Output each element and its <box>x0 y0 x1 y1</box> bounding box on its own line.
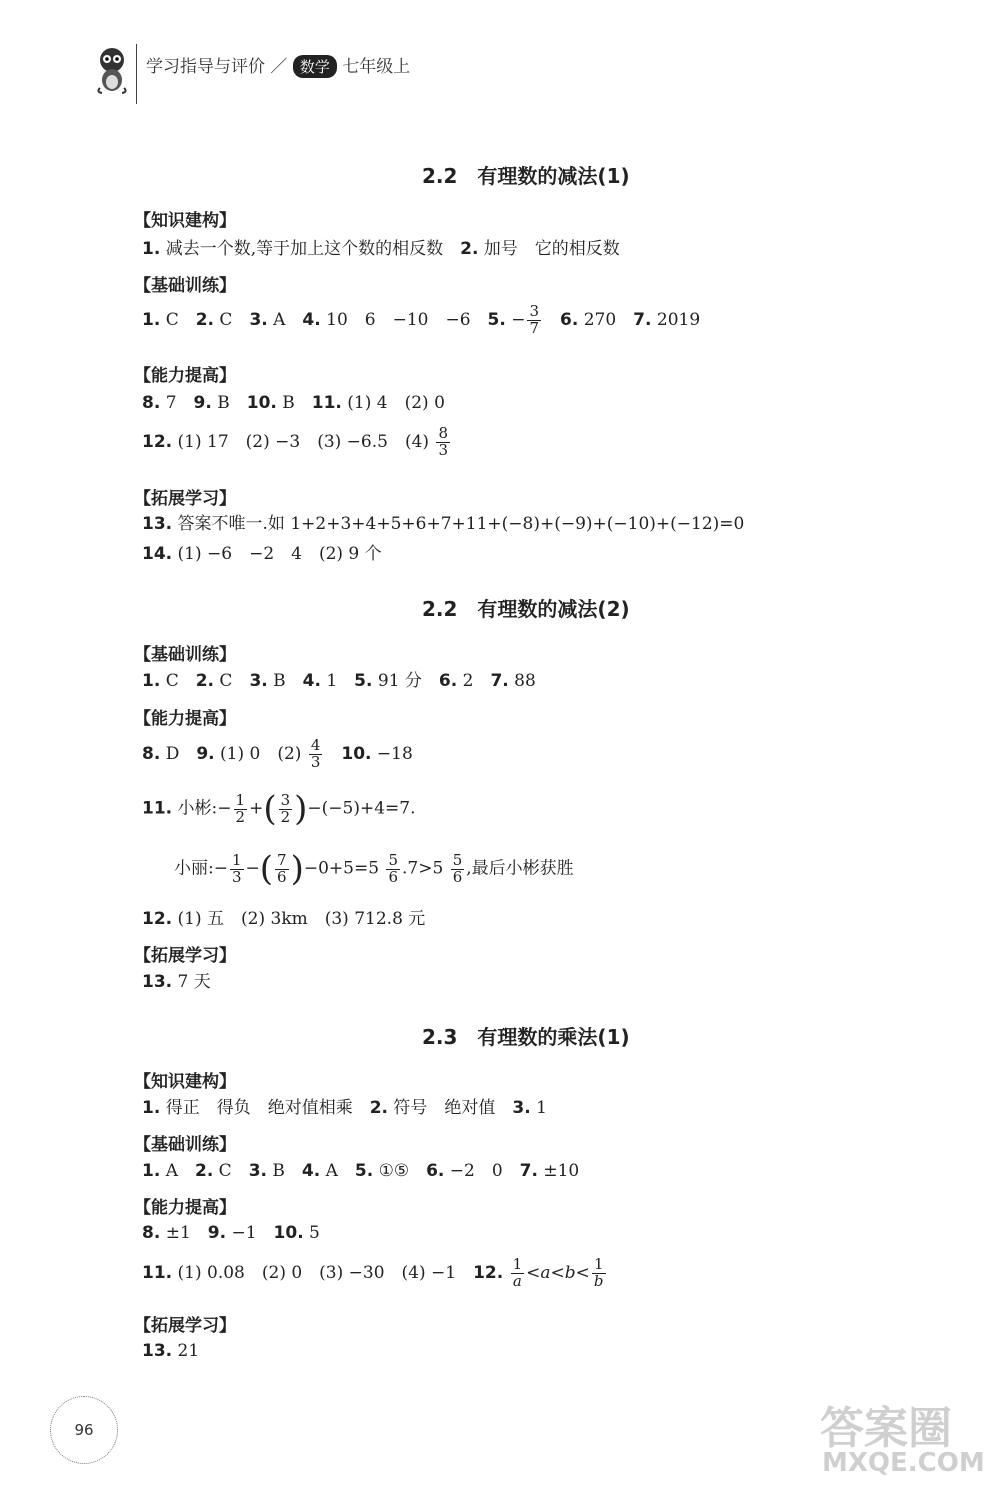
subheading-jichu: 【基础训练】 <box>134 645 236 665</box>
fraction: $\frac{3}{7}$ <box>529 302 540 337</box>
fraction: $\frac{7}{6}$ <box>277 850 287 886</box>
answer-line: 12. (1) 17 (2) −3 (3) −6.5 (4) $\frac{8}{3}$ <box>142 424 448 459</box>
answer-line: 12. (1) 五 (2) 3km (3) 712.8 元 <box>142 909 426 929</box>
fraction: $\frac{3}{2}$ <box>280 790 291 826</box>
subheading-zhishi: 【知识建构】 <box>134 211 236 231</box>
fraction: $\frac{8}{3}$ <box>438 424 448 459</box>
section-title-2-2-1: 2.2 有理数的减法(1) <box>422 164 630 188</box>
fraction: $\frac{5}{6}$ <box>452 850 463 886</box>
subheading-nengli: 【能力提高】 <box>134 1198 236 1218</box>
answer-line: 1. C 2. C 3. B 4. 1 5. 91 分 6. 2 7. 88 <box>142 671 536 691</box>
book-title: 学习指导与评价 <box>146 57 265 77</box>
header-divider <box>136 44 137 104</box>
answer-line: 1. 减去一个数,等于加上这个数的相反数 2. 加号 它的相反数 <box>142 239 620 259</box>
answer-line: 14. (1) −6 −2 4 (2) 9 个 <box>142 544 382 564</box>
subheading-tuozhan: 【拓展学习】 <box>134 946 236 966</box>
answer-line: 8. D 9. (1) 0 (2) $\frac{4}{3}$ 10. −18 <box>142 736 413 771</box>
subject-badge: 数学 <box>293 55 337 78</box>
header-title <box>146 52 410 78</box>
answer-line: 8. 7 9. B 10. B 11. (1) 4 (2) 0 <box>142 393 445 413</box>
subheading-jichu: 【基础训练】 <box>134 1135 236 1155</box>
fraction: $\frac{1}{a}$ <box>512 1255 523 1290</box>
subheading-jichu: 【基础训练】 <box>134 276 236 296</box>
answer-line: 1. A 2. C 3. B 4. A 5. ①⑤ 6. −2 0 7. ±10 <box>142 1161 580 1181</box>
fraction: $\frac{1}{b}$ <box>593 1255 604 1290</box>
fraction: $\frac{1}{2}$ <box>235 790 246 826</box>
page-number: 96 <box>50 1396 118 1464</box>
watermark-brand: 答案圈 <box>820 1403 952 1454</box>
watermark-url: MXQE.COM <box>822 1448 985 1478</box>
fraction: $\frac{1}{3}$ <box>231 850 242 886</box>
answer-line: 1. 得正 得负 绝对值相乘 2. 符号 绝对值 3. 1 <box>142 1098 547 1118</box>
section-title-2-2-2: 2.2 有理数的减法(2) <box>422 597 630 621</box>
answer-line: 小丽:− $\frac{1}{3}$ −( $\frac{7}{6}$ )−0+5=5 $\frac{5}{6}$ .7>5 $\frac{5}{6}$ ,最后小彬获胜 <box>174 849 574 889</box>
subheading-tuozhan: 【拓展学习】 <box>134 489 236 509</box>
fraction: $\frac{5}{6}$ <box>388 850 398 886</box>
answer-line: 11. (1) 0.08 (2) 0 (3) −30 (4) −1 12. $\frac{1}{a}$ <a<b< $\frac{1}{b}$ <box>142 1255 604 1290</box>
section-title-2-3-1: 2.3 有理数的乘法(1) <box>422 1025 630 1049</box>
subheading-tuozhan: 【拓展学习】 <box>134 1316 236 1336</box>
answer-line: 13. 7 天 <box>142 972 211 992</box>
header-slash: ／ <box>270 57 288 77</box>
answer-line: 1. C 2. C 3. A 4. 10 6 −10 −6 5. − $\frac{3}{7}$ 6. 270 7. 2019 <box>142 302 701 337</box>
answer-line: 8. ±1 9. −1 10. 5 <box>142 1223 320 1243</box>
answer-line: 13. 21 <box>142 1341 200 1361</box>
mascot-logo <box>92 44 132 94</box>
answer-line: 13. 答案不唯一.如 1+2+3+4+5+6+7+11+(−8)+(−9)+(−10)+(−12)=0 <box>142 514 745 534</box>
subheading-zhishi: 【知识建构】 <box>134 1072 236 1092</box>
grade-label: 七年级上 <box>342 57 411 77</box>
subheading-nengli: 【能力提高】 <box>134 709 236 729</box>
fraction: $\frac{4}{3}$ <box>310 736 321 771</box>
subheading-nengli: 【能力提高】 <box>134 366 236 386</box>
answer-line: 11. 小彬:− $\frac{1}{2}$ +( $\frac{3}{2}$ )−(−5)+4=7. <box>142 789 416 829</box>
